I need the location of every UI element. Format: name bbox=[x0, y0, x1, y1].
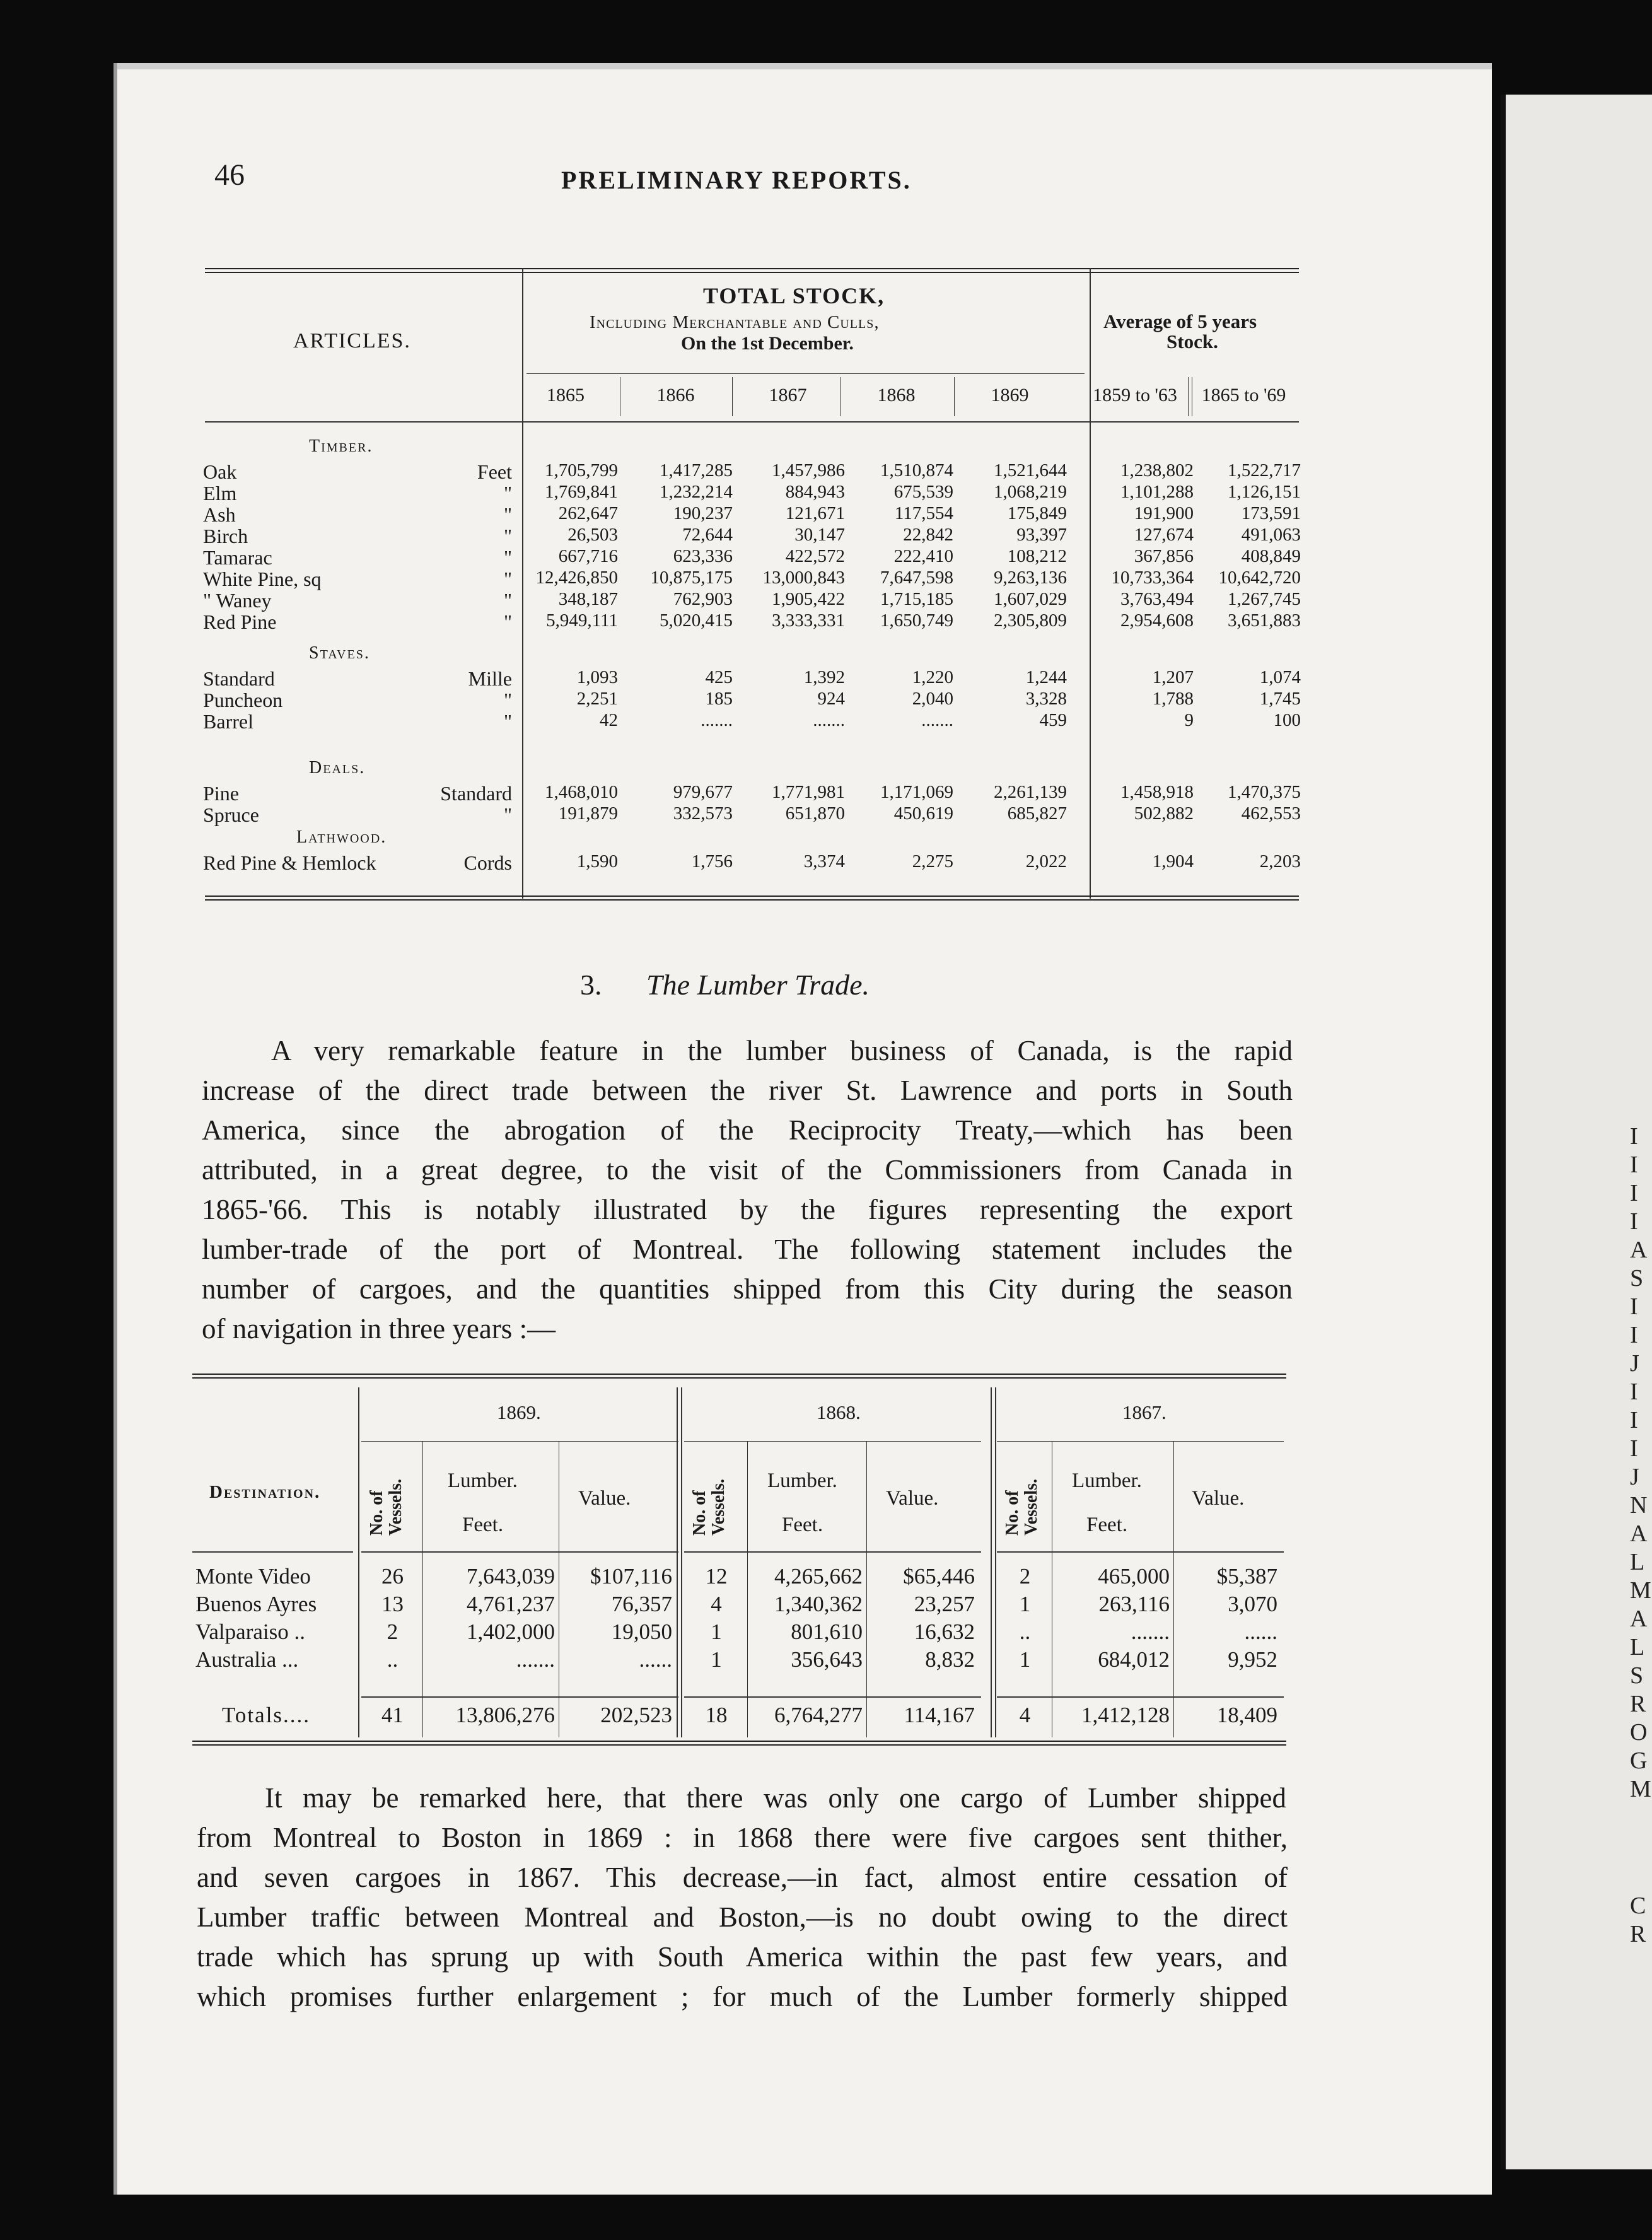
adjacent-letter: S bbox=[1630, 1662, 1644, 1689]
stock-value: 1,267,745 bbox=[1228, 589, 1301, 609]
vessels-cell: 13 bbox=[381, 1592, 404, 1616]
stock-value: 1,904 bbox=[1152, 851, 1194, 872]
adjacent-letter: R bbox=[1630, 1921, 1646, 1947]
col-divider bbox=[422, 1441, 423, 1737]
lumber-cell: 263,116 bbox=[1098, 1592, 1170, 1616]
average-subtitle: Stock. bbox=[1166, 330, 1218, 353]
stock-value: ....... bbox=[701, 710, 733, 730]
article-name bbox=[203, 482, 512, 505]
lumber-cell: 4,761,237 bbox=[467, 1592, 555, 1616]
lumber-unit-header: Feet. bbox=[782, 1514, 823, 1536]
section-title: The Lumber Trade. bbox=[646, 969, 870, 1001]
stock-value: 1,126,151 bbox=[1228, 482, 1301, 502]
article-label: " Waney bbox=[203, 589, 272, 612]
stock-value: 2,261,139 bbox=[994, 782, 1067, 802]
totals-rule bbox=[361, 1696, 678, 1698]
value-cell: 202,523 bbox=[600, 1703, 672, 1727]
adjacent-letter: I bbox=[1630, 1123, 1638, 1150]
stock-value: 117,554 bbox=[894, 503, 953, 523]
total-stock-subtitle: Including Merchantable and Culls, bbox=[590, 312, 880, 332]
article-label: Red Pine & Hemlock bbox=[203, 851, 376, 874]
stock-value: 1,510,874 bbox=[880, 460, 953, 481]
paragraph-line: trade which has sprung up with South America within the past few years, and bbox=[197, 1941, 1288, 1973]
year-header: 1866 bbox=[656, 385, 695, 405]
lumber-cell: ....... bbox=[1131, 1619, 1170, 1644]
stock-value: 651,870 bbox=[785, 803, 845, 824]
stock-value: 1,607,029 bbox=[994, 589, 1067, 609]
block-divider bbox=[677, 1387, 678, 1737]
lumber-cell: 6,764,277 bbox=[774, 1703, 863, 1727]
adjacent-letter: I bbox=[1630, 1152, 1638, 1178]
value-header: Value. bbox=[886, 1487, 939, 1510]
header-bottom-rule bbox=[361, 1551, 678, 1553]
article-label: Puncheon bbox=[203, 689, 283, 711]
adjacent-letter: I bbox=[1630, 1379, 1638, 1405]
lumber-cell: 801,610 bbox=[791, 1619, 863, 1644]
adjacent-letter: I bbox=[1630, 1407, 1638, 1433]
table-bottom-rule bbox=[205, 895, 1299, 901]
stock-value: 2,022 bbox=[1025, 851, 1067, 872]
lumber-cell: 1,402,000 bbox=[467, 1619, 555, 1644]
stock-value: 2,251 bbox=[576, 689, 618, 709]
article-name bbox=[203, 610, 512, 634]
stock-value: 3,374 bbox=[803, 851, 845, 872]
stock-value: 459 bbox=[1039, 710, 1067, 730]
stock-value: 1,207 bbox=[1152, 667, 1194, 687]
totals-rule bbox=[684, 1696, 981, 1698]
paragraph-line: 1865-'66. This is notably illustrated by the figures representing the export bbox=[202, 1194, 1293, 1225]
section-title: Lathwood. bbox=[296, 827, 387, 847]
paragraph-line: number of cargoes, and the quantities shipped from this City during the season bbox=[202, 1273, 1293, 1305]
vessels-cell: 12 bbox=[705, 1564, 728, 1589]
total-stock-title: TOTAL STOCK, bbox=[703, 283, 885, 308]
article-label: Barrel bbox=[203, 710, 253, 733]
stock-value: 762,903 bbox=[673, 589, 733, 609]
adjacent-letter: R bbox=[1630, 1691, 1646, 1717]
value-cell: 19,050 bbox=[611, 1619, 672, 1644]
adjacent-letter: J bbox=[1630, 1464, 1639, 1490]
stock-value: 3,333,331 bbox=[772, 610, 845, 631]
section-number: 3. bbox=[580, 969, 602, 1001]
article-unit: " bbox=[503, 689, 512, 711]
running-title: PRELIMINARY REPORTS. bbox=[561, 166, 912, 194]
adjacent-letter: I bbox=[1630, 1208, 1638, 1235]
stock-value: 924 bbox=[817, 689, 845, 709]
stock-value: 1,220 bbox=[912, 667, 953, 687]
stock-value: 173,591 bbox=[1241, 503, 1301, 523]
article-label: Spruce bbox=[203, 803, 259, 826]
stock-value: 623,336 bbox=[673, 546, 733, 566]
vessels-cell: 2 bbox=[1019, 1564, 1031, 1589]
year-header: 1868. bbox=[817, 1401, 861, 1423]
stock-value: 175,849 bbox=[1007, 503, 1067, 523]
stock-value: 1,232,214 bbox=[660, 482, 733, 502]
value-cell: ...... bbox=[1244, 1619, 1277, 1644]
year-header: 1869. bbox=[497, 1401, 541, 1423]
stock-value: 884,943 bbox=[785, 482, 845, 502]
stock-value: 26,503 bbox=[567, 525, 618, 545]
vessels-header: No. of Vessels. bbox=[367, 1479, 405, 1536]
article-name bbox=[203, 851, 512, 875]
destination-cell: Valparaiso .. bbox=[195, 1619, 305, 1644]
lumber-unit-header: Feet. bbox=[1086, 1514, 1128, 1536]
article-unit: " bbox=[503, 803, 512, 826]
adjacent-letter: A bbox=[1630, 1520, 1648, 1547]
article-label: Elm bbox=[203, 482, 237, 505]
article-unit: " bbox=[503, 503, 512, 526]
stock-value: 1,458,918 bbox=[1120, 782, 1194, 802]
destination-cell: Australia ... bbox=[195, 1647, 299, 1672]
paragraph-line: A very remarkable feature in the lumber business of Canada, is the rapid bbox=[271, 1035, 1293, 1066]
vessels-cell: 41 bbox=[381, 1703, 404, 1727]
vessels-header: No. of Vessels. bbox=[1003, 1479, 1041, 1536]
vessels-cell: 1 bbox=[1019, 1592, 1031, 1616]
stock-value: 2,954,608 bbox=[1120, 610, 1194, 631]
stock-value: 332,573 bbox=[673, 803, 733, 824]
value-header: Value. bbox=[1192, 1487, 1245, 1510]
stock-value: 2,305,809 bbox=[994, 610, 1067, 631]
stock-value: 425 bbox=[705, 667, 733, 687]
article-name bbox=[203, 525, 512, 548]
stock-value: 502,882 bbox=[1134, 803, 1194, 824]
article-label: Birch bbox=[203, 525, 248, 547]
article-name bbox=[203, 460, 512, 484]
vessels-cell: 1 bbox=[1019, 1647, 1031, 1672]
lumber-header: Lumber. bbox=[448, 1469, 518, 1492]
article-unit: " bbox=[503, 525, 512, 547]
adjacent-letter: J bbox=[1630, 1350, 1639, 1377]
lumber-cell: 1,412,128 bbox=[1081, 1703, 1170, 1727]
stock-value: 422,572 bbox=[785, 546, 845, 566]
value-cell: 16,632 bbox=[914, 1619, 975, 1644]
stock-value: 3,328 bbox=[1025, 689, 1067, 709]
years-bottom-rule bbox=[205, 421, 1299, 423]
adjacent-letter: A bbox=[1630, 1606, 1648, 1632]
stock-value: 408,849 bbox=[1241, 546, 1301, 566]
stock-value: 185 bbox=[705, 689, 733, 709]
adjacent-letter: S bbox=[1630, 1265, 1644, 1292]
stock-value: 1,244 bbox=[1025, 667, 1067, 687]
article-unit: " bbox=[503, 710, 512, 733]
stock-value: 1,650,749 bbox=[880, 610, 953, 631]
value-cell: 3,070 bbox=[1228, 1592, 1277, 1616]
article-unit: Standard bbox=[440, 782, 512, 805]
vessels-cell: .. bbox=[387, 1647, 398, 1672]
destination-header: Destination. bbox=[209, 1482, 321, 1502]
stock-value: 191,900 bbox=[1134, 503, 1194, 523]
lumber-cell: 13,806,276 bbox=[455, 1703, 555, 1727]
stock-value: 1,470,375 bbox=[1228, 782, 1301, 802]
lumber-header: Lumber. bbox=[1072, 1469, 1142, 1492]
article-label: Ash bbox=[203, 503, 236, 526]
page-number: 46 bbox=[214, 158, 245, 192]
paragraph-line: and seven cargoes in 1867. This decrease,—in fact, almost entire cessation of bbox=[197, 1862, 1288, 1893]
article-label: White Pine, sq bbox=[203, 568, 322, 590]
article-label: Standard bbox=[203, 667, 275, 690]
stock-value: 10,733,364 bbox=[1111, 568, 1194, 588]
article-unit: Cords bbox=[463, 851, 512, 874]
lumber-cell: 465,000 bbox=[1098, 1564, 1170, 1589]
paragraph-line: of navigation in three years :— bbox=[202, 1313, 556, 1345]
stock-value: 1,715,185 bbox=[880, 589, 953, 609]
year-divider bbox=[954, 377, 955, 416]
stock-value: 1,769,841 bbox=[545, 482, 618, 502]
adjacent-letter: I bbox=[1630, 1180, 1638, 1206]
stock-value: 127,674 bbox=[1134, 525, 1194, 545]
stock-value: 262,647 bbox=[558, 503, 618, 523]
stock-value: 1,771,981 bbox=[772, 782, 845, 802]
lumber-header: Lumber. bbox=[767, 1469, 837, 1492]
total-stock-date: On the 1st December. bbox=[681, 333, 854, 354]
paragraph-line: It may be remarked here, that there was only one cargo of Lumber shipped bbox=[265, 1782, 1286, 1814]
paragraph-line: Lumber traffic between Montreal and Boston,—is no doubt owing to the direct bbox=[197, 1901, 1288, 1933]
year-divider bbox=[732, 377, 733, 416]
stock-value: 1,093 bbox=[576, 667, 618, 687]
stock-value: 1,417,285 bbox=[660, 460, 733, 481]
stock-value: 222,410 bbox=[893, 546, 953, 566]
stock-value: 1,238,802 bbox=[1120, 460, 1194, 481]
value-header: Value. bbox=[578, 1487, 631, 1510]
stock-value: 1,171,069 bbox=[880, 782, 953, 802]
adjacent-letter: O bbox=[1630, 1719, 1648, 1746]
article-name bbox=[203, 689, 512, 712]
year-header: 1867. bbox=[1122, 1401, 1166, 1423]
export-table-top-rule bbox=[192, 1374, 1286, 1379]
paragraph-line: America, since the abrogation of the Reciprocity Treaty,—which has been bbox=[202, 1114, 1293, 1146]
vessels-cell: 1 bbox=[711, 1619, 722, 1644]
article-name bbox=[203, 503, 512, 527]
stock-value: 1,068,219 bbox=[994, 482, 1067, 502]
stock-value: 2,040 bbox=[912, 689, 953, 709]
paragraph-line: attributed, in a great degree, to the visit of the Commissioners from Canada in bbox=[202, 1154, 1293, 1186]
article-label: Pine bbox=[203, 782, 239, 805]
stock-value: 3,651,883 bbox=[1228, 610, 1301, 631]
lumber-cell: 356,643 bbox=[791, 1647, 863, 1672]
articles-heading: ARTICLES. bbox=[293, 329, 411, 353]
stock-value: 1,522,717 bbox=[1228, 460, 1301, 481]
paragraph-line: lumber-trade of the port of Montreal. The following statement includes the bbox=[202, 1234, 1293, 1265]
stock-value: 1,101,288 bbox=[1120, 482, 1194, 502]
article-unit: " bbox=[503, 568, 512, 590]
year-header: 1865 bbox=[547, 385, 585, 405]
vessels-cell: 1 bbox=[711, 1647, 722, 1672]
stock-value: 491,063 bbox=[1241, 525, 1301, 545]
col-divider bbox=[1173, 1441, 1174, 1737]
lumber-cell: ....... bbox=[516, 1647, 555, 1672]
year-divider bbox=[1188, 377, 1189, 416]
article-unit: " bbox=[503, 589, 512, 612]
article-name bbox=[203, 589, 512, 612]
stock-value: 100 bbox=[1273, 710, 1301, 730]
vessels-header: No. of Vessels. bbox=[690, 1479, 728, 1536]
stock-value: 3,763,494 bbox=[1120, 589, 1194, 609]
value-cell: 76,357 bbox=[611, 1592, 672, 1616]
stock-value: 121,671 bbox=[785, 503, 845, 523]
stock-value: 1,756 bbox=[691, 851, 733, 872]
value-cell: 114,167 bbox=[904, 1703, 975, 1727]
adjacent-letter: L bbox=[1630, 1634, 1645, 1660]
stock-value: 30,147 bbox=[794, 525, 845, 545]
article-name bbox=[203, 710, 512, 733]
block-divider bbox=[991, 1387, 992, 1737]
value-cell: $5,387 bbox=[1216, 1564, 1277, 1589]
value-cell: ...... bbox=[639, 1647, 672, 1672]
year-header: 1868 bbox=[877, 385, 916, 405]
stock-value: 1,457,986 bbox=[772, 460, 845, 481]
paragraph-line: from Montreal to Boston in 1869 : in 1868 there were five cargoes sent thither, bbox=[197, 1822, 1288, 1853]
year-header: 1867 bbox=[769, 385, 807, 405]
stock-value: 1,705,799 bbox=[545, 460, 618, 481]
value-cell: 18,409 bbox=[1216, 1703, 1277, 1727]
adjacent-letter: N bbox=[1630, 1492, 1648, 1519]
stock-value: 450,619 bbox=[893, 803, 953, 824]
totals-label: Totals.... bbox=[222, 1703, 311, 1727]
stock-value: 42 bbox=[600, 710, 618, 730]
dest-header-rule bbox=[192, 1551, 353, 1553]
stock-value: 348,187 bbox=[558, 589, 618, 609]
article-label: Tamarac bbox=[203, 546, 272, 569]
stock-value: 9 bbox=[1184, 710, 1194, 730]
lumber-unit-header: Feet. bbox=[462, 1514, 504, 1536]
article-label: Oak bbox=[203, 460, 237, 483]
section-title: Timber. bbox=[309, 436, 373, 456]
adjacent-letter: M bbox=[1630, 1776, 1651, 1802]
stock-value: 1,905,422 bbox=[772, 589, 845, 609]
year-rule bbox=[361, 1441, 678, 1442]
article-name bbox=[203, 667, 512, 691]
adjacent-page-edge bbox=[1501, 95, 1652, 2169]
header-bottom-rule bbox=[997, 1551, 1284, 1553]
adjacent-letter: A bbox=[1630, 1237, 1648, 1263]
article-name bbox=[203, 568, 512, 591]
col-divider bbox=[747, 1441, 748, 1737]
paragraph-line: increase of the direct trade between the river St. Lawrence and ports in South bbox=[202, 1075, 1293, 1106]
article-name bbox=[203, 782, 512, 805]
table-top-rule bbox=[205, 268, 1299, 273]
value-cell: 23,257 bbox=[914, 1592, 975, 1616]
stock-value: 22,842 bbox=[903, 525, 953, 545]
stock-value: 1,745 bbox=[1259, 689, 1301, 709]
stock-value: 2,275 bbox=[912, 851, 953, 872]
lumber-cell: 7,643,039 bbox=[467, 1564, 555, 1589]
article-name bbox=[203, 803, 512, 827]
header-rule bbox=[526, 373, 1085, 374]
stock-value: 9,263,136 bbox=[994, 568, 1067, 588]
section-title: Deals. bbox=[309, 758, 366, 778]
vessels-cell: 4 bbox=[711, 1592, 722, 1616]
year-header: 1859 to '63 bbox=[1093, 385, 1177, 405]
paragraph-line: which promises further enlargement ; for much of the Lumber formerly shipped bbox=[197, 1981, 1288, 2012]
stock-value: 1,074 bbox=[1259, 667, 1301, 687]
adjacent-letter: C bbox=[1630, 1893, 1646, 1919]
stock-value: 979,677 bbox=[673, 782, 733, 802]
adjacent-letter: I bbox=[1630, 1322, 1638, 1348]
article-unit: " bbox=[503, 610, 512, 633]
article-unit: " bbox=[503, 546, 512, 569]
article-name bbox=[203, 546, 512, 569]
stock-value: 367,856 bbox=[1134, 546, 1194, 566]
vessels-cell: .. bbox=[1019, 1619, 1031, 1644]
stock-value: 93,397 bbox=[1016, 525, 1067, 545]
vessels-cell: 18 bbox=[705, 1703, 728, 1727]
stock-value: 191,879 bbox=[558, 803, 618, 824]
value-cell: 8,832 bbox=[925, 1647, 975, 1672]
stock-value: 12,426,850 bbox=[535, 568, 618, 588]
block-divider bbox=[681, 1387, 682, 1737]
stock-value: 7,647,598 bbox=[880, 568, 953, 588]
lumber-cell: 684,012 bbox=[1098, 1647, 1170, 1672]
stock-value: 5,949,111 bbox=[546, 610, 618, 631]
year-header: 1865 to '69 bbox=[1201, 385, 1286, 405]
section-title: Staves. bbox=[309, 643, 370, 663]
value-cell: 9,952 bbox=[1228, 1647, 1277, 1672]
article-unit: " bbox=[503, 482, 512, 505]
vessels-cell: 4 bbox=[1019, 1703, 1031, 1727]
stock-value: 13,000,843 bbox=[762, 568, 845, 588]
year-rule bbox=[684, 1441, 981, 1442]
article-unit: Mille bbox=[468, 667, 512, 690]
stock-value: 2,203 bbox=[1259, 851, 1301, 872]
lumber-cell: 4,265,662 bbox=[774, 1564, 863, 1589]
block-divider bbox=[995, 1387, 996, 1737]
export-table-bottom-rule bbox=[192, 1741, 1286, 1746]
stock-value: 1,521,644 bbox=[994, 460, 1067, 481]
adjacent-letter: L bbox=[1630, 1549, 1645, 1575]
header-bottom-rule bbox=[684, 1551, 981, 1553]
block-divider bbox=[358, 1387, 359, 1737]
stock-value: 1,392 bbox=[803, 667, 845, 687]
vessels-cell: 26 bbox=[381, 1564, 404, 1589]
stock-value: 685,827 bbox=[1007, 803, 1067, 824]
value-cell: $107,116 bbox=[590, 1564, 672, 1589]
destination-cell: Monte Video bbox=[195, 1564, 311, 1589]
stock-value: 72,644 bbox=[682, 525, 733, 545]
lumber-cell: 1,340,362 bbox=[774, 1592, 863, 1616]
adjacent-letter: M bbox=[1630, 1577, 1651, 1604]
year-header: 1869 bbox=[991, 385, 1029, 405]
stock-value: 5,020,415 bbox=[660, 610, 733, 631]
adjacent-letter: G bbox=[1630, 1747, 1648, 1774]
stock-value: 10,642,720 bbox=[1218, 568, 1301, 588]
stock-value: 675,539 bbox=[893, 482, 953, 502]
adjacent-letter: I bbox=[1630, 1435, 1638, 1462]
vessels-cell: 2 bbox=[387, 1619, 398, 1644]
stock-value: 190,237 bbox=[673, 503, 733, 523]
totals-rule bbox=[997, 1696, 1284, 1698]
stock-value: 667,716 bbox=[558, 546, 618, 566]
article-unit: Feet bbox=[477, 460, 512, 483]
adjacent-letter: I bbox=[1630, 1293, 1638, 1320]
stock-value: 1,590 bbox=[576, 851, 618, 872]
article-label: Red Pine bbox=[203, 610, 277, 633]
col-divider bbox=[866, 1441, 867, 1737]
value-cell: $65,446 bbox=[903, 1564, 975, 1589]
stock-value: 1,468,010 bbox=[545, 782, 618, 802]
stock-value: 108,212 bbox=[1007, 546, 1067, 566]
stock-value: ....... bbox=[813, 710, 845, 730]
stock-value: 1,788 bbox=[1152, 689, 1194, 709]
stock-value: 462,553 bbox=[1241, 803, 1301, 824]
stock-value: 10,875,175 bbox=[650, 568, 733, 588]
stock-value: ....... bbox=[921, 710, 953, 730]
destination-cell: Buenos Ayres bbox=[195, 1592, 317, 1616]
average-title: Average of 5 years bbox=[1103, 310, 1257, 332]
